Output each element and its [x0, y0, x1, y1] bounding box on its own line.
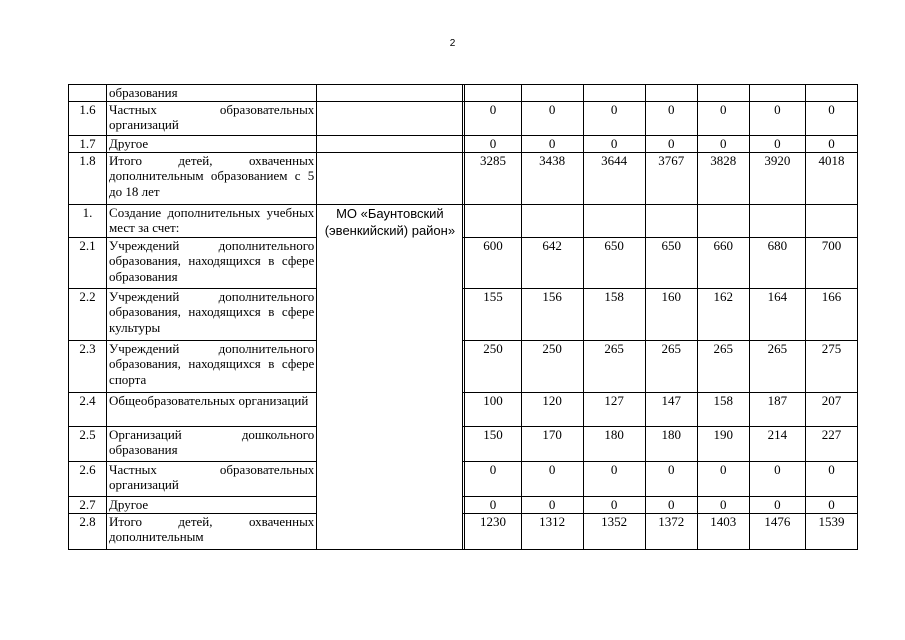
value-cell: 155: [465, 288, 521, 340]
value-cell: 190: [697, 426, 749, 461]
value-cell: [465, 204, 521, 237]
value-cell: 600: [465, 237, 521, 288]
table-row: [69, 101, 858, 135]
value-cell: 0: [697, 461, 749, 496]
value-cell: 227: [805, 426, 857, 461]
value-cell: 275: [805, 340, 857, 392]
value-cell: 250: [465, 340, 521, 392]
value-cell: 0: [521, 496, 583, 513]
row-label: Создание дополнительных учебных мест за счет:: [107, 204, 317, 237]
row-label: Другое: [107, 135, 317, 152]
value-cell: 0: [583, 496, 645, 513]
value-cell: 214: [749, 426, 805, 461]
organization-cell-empty: [317, 135, 463, 152]
value-cell: [805, 85, 857, 102]
value-cell: 0: [583, 461, 645, 496]
value-cell: [749, 204, 805, 237]
value-cell: 660: [697, 237, 749, 288]
value-cell: [465, 85, 521, 102]
value-cell: 3920: [749, 152, 805, 204]
organization-cell-empty: [317, 152, 463, 204]
table-row: [69, 288, 858, 340]
value-cell: 1403: [697, 513, 749, 549]
value-cell: 1230: [465, 513, 521, 549]
row-label: Учреждений дополнительного образования, находящихся в сфере спорта: [107, 340, 317, 392]
value-cell: 147: [645, 392, 697, 426]
row-number: 2.1: [69, 237, 107, 288]
row-number: 2.3: [69, 340, 107, 392]
value-cell: [521, 85, 583, 102]
value-cell: 0: [521, 101, 583, 135]
value-cell: 3767: [645, 152, 697, 204]
value-cell: 170: [521, 426, 583, 461]
value-cell: 3285: [465, 152, 521, 204]
value-cell: 164: [749, 288, 805, 340]
table-row: [69, 135, 858, 152]
value-cell: 0: [697, 496, 749, 513]
value-cell: 0: [521, 135, 583, 152]
value-cell: 3644: [583, 152, 645, 204]
organization-cell-top: [317, 85, 463, 102]
value-cell: 0: [645, 461, 697, 496]
row-label: образования: [107, 85, 317, 102]
table-row: [69, 392, 858, 426]
value-cell: 0: [749, 461, 805, 496]
row-number: 2.7: [69, 496, 107, 513]
value-cell: [805, 204, 857, 237]
row-label: Общеобразовательных организаций: [107, 392, 317, 426]
value-cell: 0: [645, 101, 697, 135]
row-number: 1.7: [69, 135, 107, 152]
value-cell: 250: [521, 340, 583, 392]
value-cell: 156: [521, 288, 583, 340]
value-cell: 4018: [805, 152, 857, 204]
value-cell: 127: [583, 392, 645, 426]
table-row: [69, 152, 858, 204]
table-row: [69, 237, 858, 288]
value-cell: [645, 85, 697, 102]
row-label: Частных образовательных организаций: [107, 461, 317, 496]
value-cell: 0: [749, 101, 805, 135]
value-cell: 0: [805, 496, 857, 513]
value-cell: 3828: [697, 152, 749, 204]
value-cell: 265: [583, 340, 645, 392]
value-cell: 150: [465, 426, 521, 461]
row-number: 2.6: [69, 461, 107, 496]
value-cell: 0: [645, 135, 697, 152]
row-label: Учреждений дополнительного образования, находящихся в сфере образования: [107, 237, 317, 288]
indicators-table: [68, 84, 858, 550]
row-label: Частных образовательных организаций: [107, 101, 317, 135]
row-number: 1.8: [69, 152, 107, 204]
value-cell: 1372: [645, 513, 697, 549]
value-cell: [697, 204, 749, 237]
row-number: 2.8: [69, 513, 107, 549]
value-cell: 0: [465, 135, 521, 152]
row-label: Другое: [107, 496, 317, 513]
value-cell: 158: [583, 288, 645, 340]
value-cell: [583, 204, 645, 237]
row-label: Организаций дошкольного образования: [107, 426, 317, 461]
value-cell: 162: [697, 288, 749, 340]
value-cell: 680: [749, 237, 805, 288]
value-cell: 3438: [521, 152, 583, 204]
value-cell: 0: [805, 101, 857, 135]
value-cell: 0: [583, 101, 645, 135]
table-row: [69, 204, 858, 237]
row-label: Учреждений дополнительного образования, находящихся в сфере культуры: [107, 288, 317, 340]
value-cell: 0: [697, 135, 749, 152]
value-cell: 650: [583, 237, 645, 288]
value-cell: [697, 85, 749, 102]
value-cell: 265: [697, 340, 749, 392]
value-cell: 180: [645, 426, 697, 461]
row-number: 2.2: [69, 288, 107, 340]
value-cell: 0: [749, 135, 805, 152]
value-cell: [583, 85, 645, 102]
value-cell: 187: [749, 392, 805, 426]
row-number: 2.4: [69, 392, 107, 426]
row-label: Итого детей, охваченных дополнительным: [107, 513, 317, 549]
table-row: [69, 513, 858, 549]
value-cell: 0: [805, 135, 857, 152]
value-cell: 1539: [805, 513, 857, 549]
organization-cell-empty: [317, 101, 463, 135]
value-cell: 1476: [749, 513, 805, 549]
row-number: 1.: [69, 204, 107, 237]
value-cell: 0: [465, 496, 521, 513]
value-cell: 180: [583, 426, 645, 461]
value-cell: 642: [521, 237, 583, 288]
value-cell: 0: [805, 461, 857, 496]
value-cell: 0: [697, 101, 749, 135]
value-cell: 166: [805, 288, 857, 340]
value-cell: 0: [465, 101, 521, 135]
value-cell: 120: [521, 392, 583, 426]
value-cell: 265: [645, 340, 697, 392]
table-row: [69, 340, 858, 392]
table-row: [69, 85, 858, 102]
row-number: 1.6: [69, 101, 107, 135]
value-cell: 0: [521, 461, 583, 496]
value-cell: 650: [645, 237, 697, 288]
table-row: [69, 461, 858, 496]
organization-name: МО «Баунтовский (эвенкийский) район»: [317, 204, 463, 549]
value-cell: 700: [805, 237, 857, 288]
value-cell: 265: [749, 340, 805, 392]
row-label: Итого детей, охваченных дополнительным образованием с 5 до 18 лет: [107, 152, 317, 204]
value-cell: 100: [465, 392, 521, 426]
value-cell: [521, 204, 583, 237]
value-cell: 160: [645, 288, 697, 340]
table-row: [69, 496, 858, 513]
row-number: [69, 85, 107, 102]
value-cell: 158: [697, 392, 749, 426]
value-cell: 0: [749, 496, 805, 513]
table-row: [69, 426, 858, 461]
value-cell: 1352: [583, 513, 645, 549]
value-cell: 207: [805, 392, 857, 426]
value-cell: 0: [583, 135, 645, 152]
value-cell: 1312: [521, 513, 583, 549]
page-number: 2: [449, 38, 456, 49]
value-cell: 0: [645, 496, 697, 513]
value-cell: [749, 85, 805, 102]
row-number: 2.5: [69, 426, 107, 461]
value-cell: [645, 204, 697, 237]
value-cell: 0: [465, 461, 521, 496]
